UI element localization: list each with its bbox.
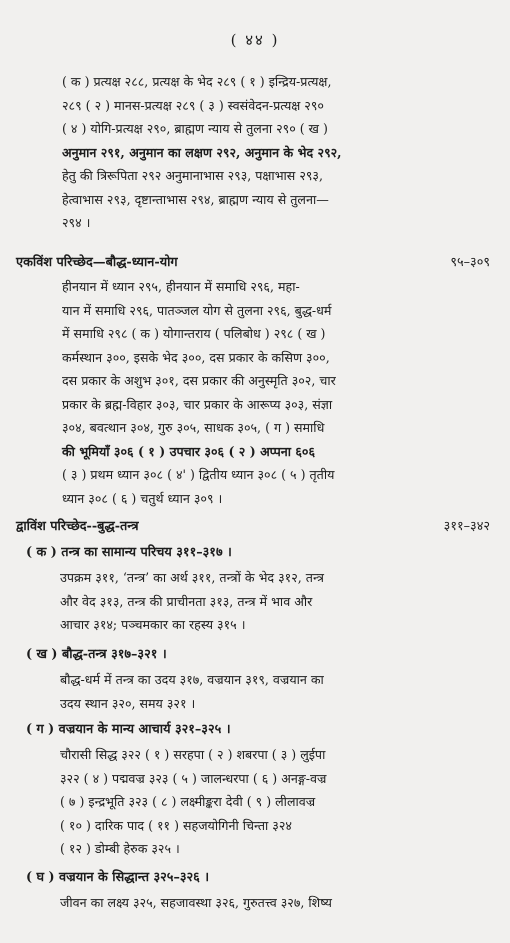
chapter-22-title: द्वाविंश परिच्छेद--बुद्ध-तन्त्र bbox=[16, 519, 139, 534]
contents-line: बौद्ध-धर्म में तन्त्र का उदय ३१७, वज्रयान ३१९, वज्रयान का bbox=[60, 672, 324, 687]
contents-line: उपक्रम ३११, ‘तन्त्र’ का अर्थ ३११, तन्त्रों के भेद ३१२, तन्त्र bbox=[60, 570, 324, 585]
intro-line: ( क ) प्रत्यक्ष २८८, प्रत्यक्ष के भेद २८९ ( १ ) इन्द्रिय-प्रत्यक्ष, bbox=[62, 74, 332, 89]
intro-line: २८९ ( २ ) मानस-प्रत्यक्ष २८९ ( ३ ) स्वसंवेदन-प्रत्यक्ष २९० bbox=[62, 97, 324, 113]
section-heading: ( ग ) वज्रयान के मान्य आचार्य ३२१–३२५ । bbox=[26, 722, 231, 737]
contents-line: आचार ३१४; पञ्चमकार का रहस्य ३१५ । bbox=[60, 617, 246, 632]
contents-line: में समाधि २९८ ( क ) योगान्तराय ( पलिबोध ) २९८ ( ख ) bbox=[62, 326, 326, 341]
intro-line: हेतु की त्रिरूपिता २९२ अनुमानाभास २९३, पक्षाभास २९३, bbox=[62, 168, 323, 183]
section-heading: ( घ ) वज्रयान के सिद्धान्त ३२५–३२६ । bbox=[26, 870, 210, 885]
chapter-21-contents bbox=[62, 275, 490, 510]
contents-line: ( ३ ) प्रथम ध्यान ३०८ ( ४' ) द्वितीय ध्यान ३०८ ( ५ ) तृतीय bbox=[62, 467, 335, 482]
contents-line: ३२२ ( ४ ) पद्मवज्र ३२३ ( ५ ) जालन्धरपा ( ६ ) अनङ्ग-वज्र bbox=[60, 770, 327, 786]
contents-line: जीवन का लक्ष्य ३२५, सहजावस्था ३२६, गुरुतत्त्व ३२७, शिष्य bbox=[60, 895, 332, 910]
contents-line: ध्यान ३०८ ( ६ ) चतुर्थ ध्यान ३०९ । bbox=[62, 490, 223, 506]
contents-line: कर्मस्थान ३००, इसके भेद ३००, दस प्रकार के कसिण ३००, bbox=[62, 349, 330, 365]
chapter-21-range: ९५–३०९ bbox=[450, 255, 490, 270]
intro-paragraph bbox=[62, 70, 490, 235]
contents-line: यान में समाधि २९६, पातञ्जल योग से तुलना २९६, बुद्ध-धर्म bbox=[62, 302, 332, 318]
chapter-21-title: एकविंश परिच्छेद—बौद्ध-ध्यान-योग bbox=[16, 255, 178, 270]
contents-line: ३०४, बवत्थान ३०४, गुरु ३०५, साधक ३०५, ( ग ) समाधि bbox=[62, 420, 325, 435]
section-contents bbox=[60, 668, 490, 715]
page-number: ( ४४ ) bbox=[230, 31, 280, 49]
chapter-21-heading bbox=[16, 252, 490, 274]
intro-line: हेत्वाभास २९३, दृष्टान्ताभास २९४, ब्राह्मण न्याय से तुलना— bbox=[62, 191, 329, 207]
contents-line: उदय स्थान ३२०, समय ३२१ । bbox=[60, 695, 196, 711]
section-heading: ( क ) तन्त्र का सामान्य परिचय ३११–३१७ । bbox=[26, 545, 232, 560]
contents-line: ( १२ ) डोम्बी हेरुक ३२५ । bbox=[60, 841, 180, 856]
intro-line: अनुमान २९१, अनुमान का लक्षण २९२, अनुमान के भेद २९२, bbox=[62, 144, 342, 160]
contents-line: चौरासी सिद्ध ३२२ ( १ ) सरहपा ( २ ) शबरपा ( ३ ) लुईपा bbox=[60, 747, 326, 762]
contents-line: ( १० ) दारिक पाद ( ११ ) सहजयोगिनी चिन्ता ३२४ bbox=[60, 817, 292, 833]
intro-line: ( ४ ) योगि-प्रत्यक्ष २९०, ब्राह्मण न्याय से तुलना २९० ( ख ) bbox=[62, 121, 328, 136]
contents-line: की भूमियाँ ३०६ ( १ ) उपचार ३०६ ( २ ) अप्पना ६०६ bbox=[62, 443, 315, 459]
contents-line: ( ७ ) इन्द्रभूति ३२३ ( ८ ) लक्ष्मीङ्करा देवी ( ९ ) लीलावज्र bbox=[60, 794, 316, 809]
chapter-22-range: ३११–३४२ bbox=[443, 519, 490, 534]
section-contents bbox=[60, 743, 490, 861]
contents-line: प्रकार के ब्रह्म-विहार ३०३, चार प्रकार के आरूप्य ३०३, संज्ञा bbox=[62, 396, 333, 412]
contents-line: और वेद ३१३, तन्त्र की प्राचीनता ३१३, तन्त्र में भाव और bbox=[60, 593, 313, 609]
contents-line: हीनयान में ध्यान २९५, हीनयान में समाधि २९६, महा- bbox=[62, 279, 300, 294]
intro-line: २९४ । bbox=[62, 215, 91, 230]
section-contents bbox=[60, 891, 490, 915]
chapter-22-heading bbox=[16, 516, 490, 538]
contents-line: दस प्रकार के अशुभ ३०१, दस प्रकार की अनुस्मृति ३०२, चार bbox=[62, 373, 336, 388]
section-contents bbox=[60, 566, 490, 637]
section-heading: ( ख ) बौद्ध-तन्त्र ३१७–३२१ । bbox=[26, 647, 167, 662]
